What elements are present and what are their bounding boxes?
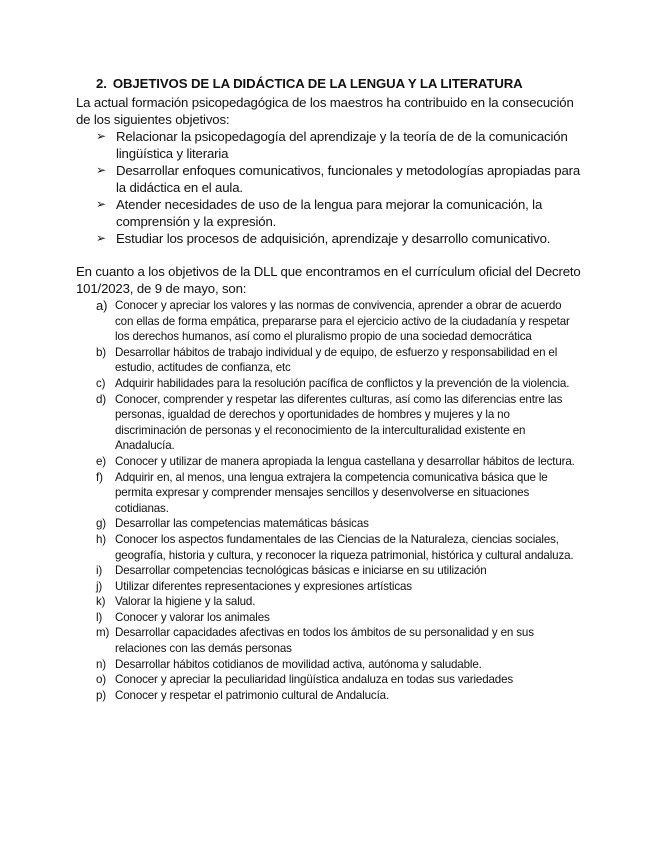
section-title: OBJETIVOS DE LA DIDÁCTICA DE LA LENGUA Y LA LITERATURA [112, 76, 523, 91]
arrow-bullet-icon: ➢ [96, 163, 106, 177]
list-item [96, 516, 576, 532]
list-item-text: Adquirir en, al menos, una lengua extrajera la competencia comunicativa básica que le permita expresar y comprender mensajes sencillos y desenvolverse en situaciones cotidianas. [115, 470, 548, 515]
list-marker: j) [96, 579, 103, 593]
list-item-text: Utilizar diferentes representaciones y expresiones artísticas [115, 579, 412, 593]
list-item [96, 470, 576, 517]
list-item-text: Atender necesidades de uso de la lengua para mejorar la comunicación, la comprensión y la expresión. [116, 197, 543, 229]
list-item-text: Desarrollar hábitos cotidianos de movilidad activa, autónoma y saludable. [115, 657, 482, 671]
list-marker: a) [96, 298, 108, 313]
list-item [96, 610, 576, 626]
list-item [96, 454, 576, 470]
list-item-text: Valorar la higiene y la salud. [115, 595, 256, 609]
list-marker: h) [96, 532, 107, 546]
list-item-text: Desarrollar competencias tecnológicas básicas e iniciarse en su utilización [115, 564, 487, 578]
list-marker: m) [96, 626, 110, 640]
list-item [96, 392, 576, 454]
list-marker: g) [96, 517, 107, 531]
arrow-bullet-icon: ➢ [96, 129, 106, 143]
list-item-text: Conocer y valorar los animales [115, 610, 270, 624]
list-item [96, 579, 576, 595]
decree-paragraph: En cuanto a los objetivos de la DLL que encontramos en el currículum oficial del Decreto 101/2023, de 9 de mayo, son: [76, 264, 581, 296]
list-item [96, 532, 576, 563]
list-marker: p) [96, 688, 107, 702]
list-marker: d) [96, 392, 107, 406]
list-item-text: Conocer y respetar el patrimonio cultural de Andalucía. [115, 688, 390, 702]
list-item [96, 625, 576, 656]
list-item-text: Relacionar la psicopedagogía del aprendizaje y la teoría de de la comunicación lingüística y literaria [116, 129, 568, 161]
list-item [96, 563, 576, 579]
list-item [96, 594, 576, 610]
intro-paragraph: La actual formación psicopedagógica de los maestros ha contribuido en la consecución de los siguientes objetivos: [76, 95, 574, 127]
list-marker: n) [96, 657, 107, 671]
list-item-text: Conocer, comprender y respetar las diferentes culturas, así como las diferencias entre las personas, igualdad de derechos y oportunidades de hombres y mujeres y la no discriminación de personas y el reconocimiento de la interculturalidad existente en Anadalucía. [115, 392, 563, 453]
arrow-bullet-icon: ➢ [96, 231, 106, 245]
list-item-text: Desarrollar hábitos de trabajo individual y de equipo, de esfuerzo y responsabilidad en el estudio, actitudes de confianza, etc [115, 345, 558, 375]
objectives-list [96, 128, 586, 247]
list-item [96, 230, 586, 247]
list-item-text: Conocer y utilizar de manera apropiada la lengua castellana y desarrollar hábitos de lectura. [115, 454, 575, 468]
list-marker: k) [96, 595, 106, 609]
list-item [96, 688, 576, 704]
list-marker: f) [96, 470, 103, 484]
list-marker: e) [96, 454, 107, 468]
list-item-text: Desarrollar las competencias matemáticas básicas [115, 517, 369, 531]
list-marker: i) [96, 564, 103, 578]
list-item [96, 298, 576, 345]
list-marker: c) [96, 376, 106, 390]
list-item-text: Conocer y apreciar la peculiaridad lingüística andaluza en todas sus variedades [115, 673, 514, 687]
list-item-text: Conocer y apreciar los valores y las normas de convivencia, aprender a obrar de acuerdo con ellas de forma empática, prepararse para el ejercicio activo de la ciudadanía y respetar los derechos humanos, así como el pluralismo propio de una sociedad democrática [115, 299, 570, 344]
list-item [96, 376, 576, 392]
list-item [96, 672, 576, 688]
list-item [96, 345, 576, 376]
list-item [96, 162, 586, 196]
section-number: 2. [96, 76, 107, 91]
list-item [96, 128, 586, 162]
decree-objectives-list [96, 298, 576, 703]
list-item-text: Desarrollar capacidades afectivas en todos los ámbitos de su personalidad y en sus relaciones con las demás personas [115, 626, 534, 656]
list-item-text: Conocer los aspectos fundamentales de las Ciencias de la Naturaleza, ciencias sociales, geografía, historia y cultura, y reconocer la riqueza patrimonial, histórica y cultural andaluza. [115, 532, 574, 562]
list-item [96, 196, 586, 230]
arrow-bullet-icon: ➢ [96, 197, 106, 211]
list-item-text: Adquirir habilidades para la resolución pacífica de conflictos y la prevención de la violencia. [115, 376, 570, 390]
list-item-text: Desarrollar enfoques comunicativos, funcionales y metodologías apropiadas para la didáctica en el aula. [116, 163, 581, 195]
list-item-text: Estudiar los procesos de adquisición, aprendizaje y desarrollo comunicativo. [116, 231, 551, 246]
section-heading [96, 76, 523, 91]
list-marker: o) [96, 673, 107, 687]
list-marker: l) [96, 610, 103, 624]
list-marker: b) [96, 345, 107, 359]
list-item [96, 657, 576, 673]
